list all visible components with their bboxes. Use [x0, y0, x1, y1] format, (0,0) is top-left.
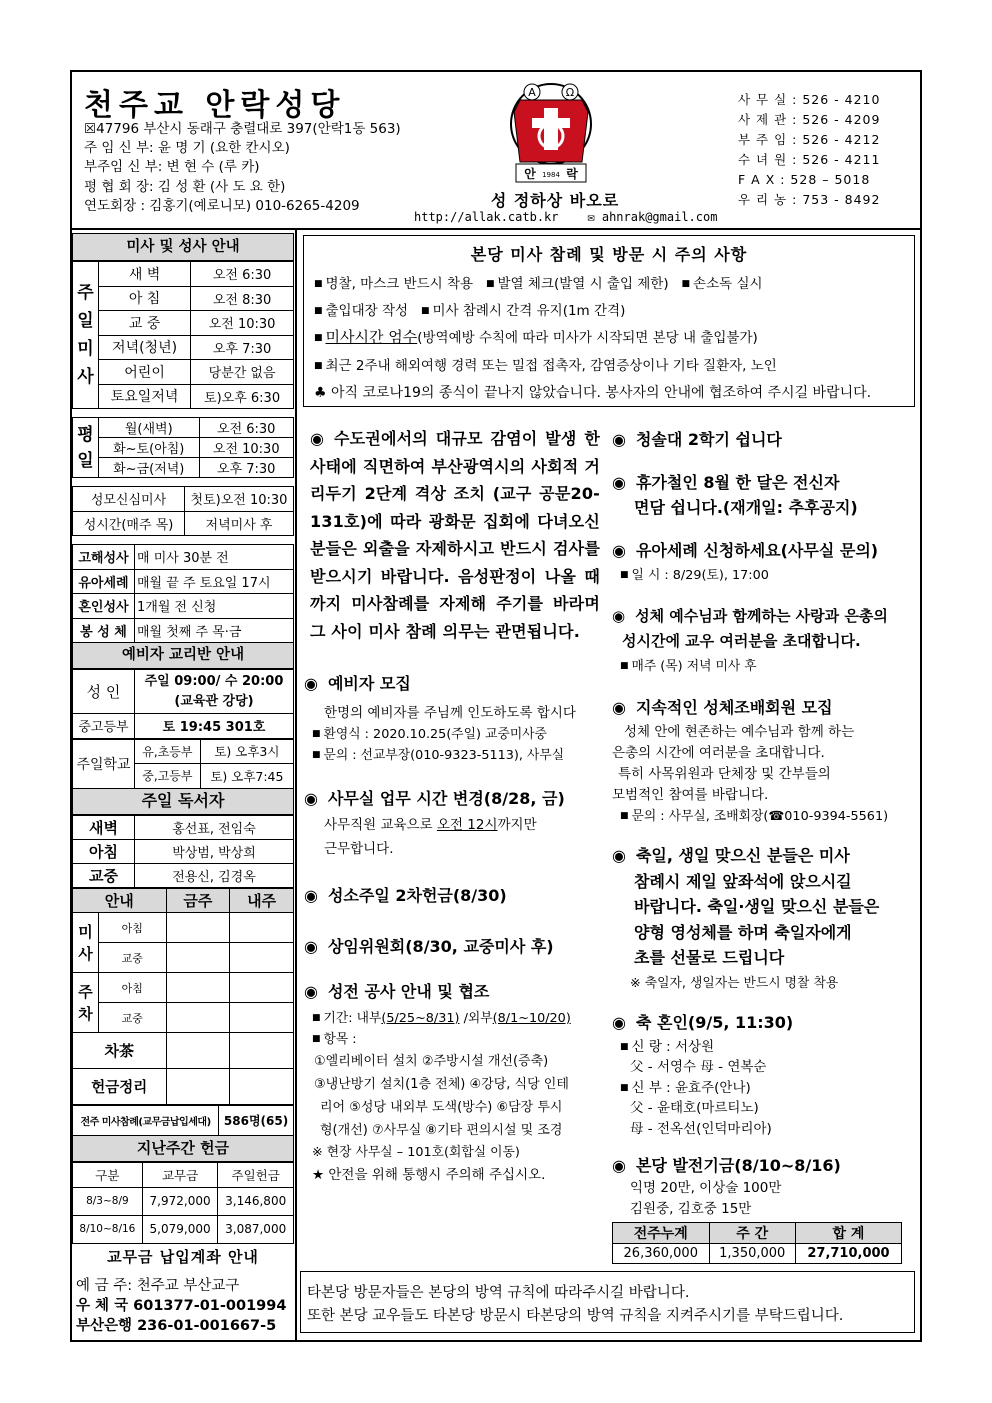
- offering-tithe: 7,972,000: [142, 1187, 218, 1215]
- offering-head: 주일헌금: [218, 1163, 294, 1188]
- special-name: 성시간(매주 목): [73, 511, 185, 536]
- reader-mass: 아침: [73, 839, 135, 863]
- mass-name: 새 벽: [99, 262, 191, 287]
- duty-cell: [166, 1033, 230, 1069]
- school-group: 유,초등부: [135, 739, 201, 764]
- duty-head-guide: 안내: [73, 888, 167, 913]
- adoration-heading: ◉ 성체 예수님과 함께하는 사랑과 은총의 성시간에 교우 여러분을 초대합니다.: [612, 607, 888, 650]
- fund-title: 본당 발전기금(8/10~8/16): [635, 1156, 841, 1175]
- sunday-mass-label: 주일미사: [73, 262, 99, 409]
- committee: 상임위원회(8/30, 교중미사 후): [327, 937, 554, 956]
- construction-items-label: ■ 항목 :: [312, 1032, 357, 1047]
- mass-time: 토)오후 6:30: [191, 384, 294, 409]
- column-right: [612, 425, 912, 1264]
- youth-notice: 청솔대 2학기 쉽니다: [635, 430, 782, 449]
- sacrament-name: 유아세례: [73, 569, 135, 594]
- attendance-label: 전주 미사참례(교무금납입세대): [73, 1106, 219, 1136]
- office-text: 사무직원 교육으로 오전 12시까지만 근무합니다.: [324, 817, 537, 857]
- offering-sunday: 3,087,000: [218, 1215, 294, 1243]
- column-left: [304, 425, 604, 1186]
- construction-title: 성전 공사 안내 및 협조: [327, 982, 490, 1001]
- footer-line: 타본당 방문자들은 본당의 방역 규칙에 따라주시길 바랍니다.: [307, 1285, 690, 1301]
- contact-office: 사 무 실 : 526 - 4210: [738, 92, 881, 107]
- contact-farm: 우 리 농 : 753 - 8492: [738, 192, 881, 207]
- notice-line: ■ 미사시간 엄수(방역예방 수칙에 따라 미사가 시작되면 본당 내 출입불가): [314, 328, 758, 346]
- fund-total-prev: 26,360,000: [613, 1244, 710, 1264]
- mass-time: 오전 6:30: [191, 262, 294, 287]
- fund-weekly: 1,350,000: [709, 1244, 795, 1264]
- catechumen-item: ■ 환영식 : 2020.10.25(주일) 교중미사중: [312, 727, 547, 742]
- email-link[interactable]: ✉ ahnrak@gmail.com: [587, 210, 718, 224]
- catechumen-table: [72, 669, 294, 739]
- adult-class-time: 주일 09:00/ 수 20:00: [144, 673, 284, 689]
- construction-office: ※ 현장 사무실 – 101호(회합실 이동): [312, 1145, 520, 1160]
- member-text: 성체 안에 현존하는 예수님과 함께 하는 은총의 시간에 여러분을 초대합니다. 특히 사목위원과 단체장 및 간부들의 모범적인 참여를 바랍니다.: [612, 724, 855, 803]
- pastor: 주 임 신 부: 윤 명 기 (요한 칸시오): [84, 140, 290, 157]
- yeondo-president: 연도회장 : 김홍기(예로니모) 010-6265-4209: [84, 197, 360, 214]
- special-name: 성모신심미사: [73, 487, 185, 512]
- duty-sub: 교중: [99, 943, 167, 973]
- sacrament-info: 매월 끝 주 토요일 17시: [135, 569, 294, 594]
- adoration-time: ■ 매주 (목) 저녁 미사 후: [620, 659, 757, 674]
- attendance-value: 586명(65): [219, 1106, 294, 1136]
- construction-item: ①엘리베이터 설치 ②주방시설 개선(증축): [314, 1054, 549, 1069]
- council-president: 평 협 회 장: 김 성 환 (사 도 요 한): [84, 178, 286, 195]
- notice-line: ■ 출입대장 작성 ■ 미사 참례시 간격 유지(1m 간격): [314, 303, 626, 319]
- wedding-heading: ◉ 축 혼인(9/5, 11:30): [612, 1012, 794, 1032]
- fund-sum: 27,710,000: [795, 1244, 901, 1264]
- office-heading: ◉ 사무실 업무 시간 변경(8/28, 금): [304, 789, 565, 808]
- catechumen-heading: ◉ 예비자 모집: [304, 674, 411, 693]
- special-time: 저녁미사 후: [185, 511, 294, 536]
- sidebar: [72, 233, 294, 1267]
- mass-name: 월(새벽): [99, 418, 200, 438]
- offering-sunday: 3,146,800: [218, 1187, 294, 1215]
- mass-time: 오전 10:30: [199, 438, 294, 458]
- fund-head: 합 계: [795, 1223, 901, 1244]
- fund-head: 주 간: [709, 1223, 795, 1244]
- attendance-table: [72, 1105, 294, 1136]
- sunday-mass-table: [72, 261, 294, 409]
- duty-sub: 교중: [99, 1003, 167, 1033]
- duty-sub: 아침: [99, 913, 167, 943]
- mass-time: 오전 10:30: [191, 311, 294, 336]
- sacrament-info: 매 미사 30분 전: [135, 545, 294, 570]
- notice-item: 손소독 실시: [693, 276, 763, 292]
- reader-mass: 교중: [73, 863, 135, 887]
- mass-name: 저녁(청년): [99, 335, 191, 360]
- readers-table: [72, 815, 294, 888]
- youth-class-label: 중고등부: [73, 714, 135, 739]
- account-title: 교무금 납입계좌 안내: [107, 1247, 259, 1266]
- duty-cell: [230, 913, 294, 943]
- duty-cell: [230, 1003, 294, 1033]
- school-time: 토) 오후7:45: [200, 764, 293, 789]
- sacrament-name: 고해성사: [73, 545, 135, 570]
- sacrament-name: 혼인성사: [73, 594, 135, 619]
- special-time: 첫토)오전 10:30: [185, 487, 294, 512]
- notice-line: ■ 최근 2주내 해외여행 경력 또는 밀접 접촉자, 감염증상이나 기타 질환자, 노인: [314, 358, 777, 374]
- mass-name: 아 침: [99, 286, 191, 311]
- catechumen-text: 한명의 예비자를 주님께 인도하도록 합시다: [324, 705, 576, 721]
- school-group: 중,고등부: [135, 764, 201, 789]
- mass-time: 오후 7:30: [199, 458, 294, 478]
- duty-cell: [166, 973, 230, 1003]
- second-collection-heading: ◉ 성소주일 2차헌금(8/30): [304, 886, 507, 905]
- account-busan-bank: 부산은행 236-01-001667-5: [76, 1318, 277, 1334]
- duty-cell: [230, 1069, 294, 1105]
- baptism-title: 유아세례 신청하세요(사무실 문의): [635, 541, 879, 560]
- contact-fax: F A X : 528 – 5018: [738, 172, 871, 187]
- parish-title: 천주교 안락성당: [84, 88, 346, 123]
- logo-year: 1984: [542, 171, 560, 179]
- offering-period: 8/10~8/16: [73, 1215, 143, 1243]
- assistant-pastor: 부주임 신 부: 변 현 수 (루 카): [84, 159, 260, 176]
- duty-sub: 아침: [99, 973, 167, 1003]
- contact-list: [738, 90, 880, 210]
- catechumen-class-title: 예비자 교리반 안내: [72, 643, 294, 669]
- address: ☒47796 부산시 동래구 충렬대로 397(안락1동 563): [84, 121, 401, 137]
- footer-line: 또한 본당 교우들도 타본당 방문시 타본당의 방역 규칙을 지켜주시기를 부탁드립니다.: [307, 1308, 844, 1324]
- mass-name: 어린이: [99, 360, 191, 385]
- duty-cell: [166, 1003, 230, 1033]
- duty-cell: [230, 973, 294, 1003]
- adult-class-place: (교육관 강당): [174, 693, 254, 709]
- duty-cell: [166, 1069, 230, 1105]
- youth-class-value: 토 19:45 301호: [135, 714, 294, 739]
- fund-donors: 익명 20만, 이상술 100만 김원중, 김호중 15만: [630, 1180, 782, 1217]
- sidebar-divider: [295, 228, 297, 1342]
- committee-heading: ◉ 상임위원회(8/30, 교중미사 후): [304, 937, 554, 956]
- weekday-mass-table: [72, 417, 294, 478]
- mass-time: 당분간 없음: [191, 360, 294, 385]
- catechumen-item: ■ 문의 : 선교부장(010-9323-5113), 사무실: [312, 748, 565, 763]
- notice-closing: ♣ 아직 코로나19의 종식이 끝나지 않았습니다. 봉사자의 안내에 협조하여 주시길 바랍니다.: [314, 385, 872, 401]
- wedding-details: ■ 신 랑 : 서상원 父 - 서영수 母 - 연복순 ■ 신 부 : 윤효주(안나) 父 - 윤태호(마르티노) 母 - 전옥선(인덕마리아): [620, 1038, 772, 1137]
- patron-saint: 성 정하상 바오로: [490, 191, 620, 210]
- baptism-heading: ◉ 유아세례 신청하세요(사무실 문의): [612, 541, 879, 560]
- duty-head-this-week: 금주: [166, 888, 230, 913]
- notice-item: (방역예방 수칙에 따라 미사가 시작되면 본당 내 출입불가): [417, 330, 758, 346]
- mass-time: 오후 7:30: [191, 335, 294, 360]
- youth-heading: ◉ 청솔대 2학기 쉽니다: [612, 430, 782, 449]
- birthday-heading: ◉ 축일, 생일 맞으신 분들은 미사 참례시 제일 앞좌석에 앉으시길 바랍니다. 축일·생일 맞으신 분들은 양형 영성체를 하며 축일자에게 초를 선물로 드립니다: [612, 846, 880, 967]
- offering-tithe: 5,079,000: [142, 1215, 218, 1243]
- offering-head: 구분: [73, 1163, 143, 1188]
- reader-names: 홍선표, 전임숙: [135, 815, 294, 839]
- duty-mass-label: 미사: [73, 913, 99, 973]
- offering-table: [72, 1162, 294, 1244]
- notice-line: ■ 명찰, 마스크 반드시 착용 ■ 발열 체크(발열 시 출입 제한) ■ 손소독 실시: [314, 276, 763, 292]
- offering-period: 8/3~8/9: [73, 1187, 143, 1215]
- notice-item: 미사 참례시 간격 유지(1m 간격): [432, 303, 626, 319]
- sacrament-info: 매월 첫째 주 목·금: [135, 618, 294, 643]
- member-title: 지속적인 성체조배회원 모집: [635, 698, 833, 717]
- notice-item: 출입대장 작성: [325, 303, 409, 319]
- notice-item: 명찰, 마스크 반드시 착용: [325, 276, 474, 292]
- notice-title: 본당 미사 참례 및 방문 시 주의 사항: [470, 245, 748, 264]
- construction-item: 리어 ⑤성당 내외부 도색(방수) ⑥담장 투시: [320, 1100, 563, 1115]
- duty-table: [72, 888, 294, 1106]
- web-links: [414, 210, 717, 224]
- fund-heading: ◉ 본당 발전기금(8/10~8/16): [612, 1156, 841, 1175]
- account-holder: 예 금 주: 천주교 부산교구: [76, 1278, 240, 1294]
- birthday-note: ※ 축일자, 생일자는 반드시 명찰 착용: [630, 975, 839, 991]
- parish-info: [84, 120, 414, 216]
- construction-items: [304, 1050, 604, 1142]
- duty-head-next-week: 내주: [230, 888, 294, 913]
- construction-heading: ◉ 성전 공사 안내 및 협조: [304, 982, 490, 1001]
- reader-mass: 새벽: [73, 815, 135, 839]
- construction-item: ③냉난방기 설치(1층 전체) ④강당, 식당 인테: [314, 1077, 569, 1092]
- website-link[interactable]: http://allak.catb.kr: [414, 210, 559, 224]
- fund-table: [612, 1222, 902, 1264]
- logo-right-char: 락: [566, 167, 578, 181]
- duty-tea-label: 차茶: [73, 1033, 167, 1069]
- sunday-school-table: [72, 739, 294, 789]
- fund-head: 전주누계: [613, 1223, 710, 1244]
- vacation-heading: ◉ 휴가철인 8월 한 달은 전신자 면담 쉽니다.(재개일: 추후공지): [612, 473, 858, 517]
- mass-name: 화~금(저녁): [99, 458, 200, 478]
- mass-name: 교 중: [99, 311, 191, 336]
- baptism-date: ■ 일 시 : 8/29(토), 17:00: [620, 568, 769, 583]
- duty-cell: [166, 913, 230, 943]
- construction-item: 형(개선) ⑦사무실 ⑧기타 편의시설 및 조경: [320, 1123, 563, 1138]
- construction-period: ■ 기간: 내부(5/25~8/31) /외부(8/1~10/20): [312, 1011, 571, 1026]
- contact-convent: 수 녀 원 : 526 - 4211: [738, 152, 881, 167]
- member-heading: ◉ 지속적인 성체조배회원 모집: [612, 698, 833, 717]
- footer-notice: [300, 1271, 915, 1333]
- wedding-title: 축 혼인(9/5, 11:30): [635, 1012, 794, 1032]
- duty-cell: [166, 943, 230, 973]
- bank-accounts: [76, 1276, 286, 1336]
- notice-item: 최근 2주내 해외여행 경력 또는 밀접 접촉자, 감염증상이나 기타 질환자, 노인: [325, 358, 777, 374]
- offering-head: 교무금: [142, 1163, 218, 1188]
- mass-name: 화~토(아침): [99, 438, 200, 458]
- mass-time: 오전 8:30: [191, 286, 294, 311]
- header-divider: [70, 228, 922, 230]
- notice-emphasis: 미사시간 엄수: [325, 328, 418, 346]
- readers-title: 주일 독서자: [72, 789, 294, 815]
- special-mass-table: [72, 486, 294, 536]
- last-week-offering-title: 지난주간 헌금: [72, 1136, 294, 1162]
- notice-box: [303, 235, 915, 407]
- mass-time: 오전 6:30: [199, 418, 294, 438]
- notice-item: 발열 체크(발열 시 출입 제한): [497, 276, 669, 292]
- sacrament-table: [72, 544, 294, 643]
- alpha-letter: A: [528, 86, 536, 99]
- member-contact: ■ 문의 : 사무실, 조배회장(☎010-9394-5561): [620, 809, 889, 824]
- duty-parking-label: 주차: [73, 973, 99, 1033]
- omega-letter: Ω: [565, 86, 575, 99]
- mass-schedule-title: 미사 및 성사 안내: [72, 233, 294, 261]
- second-collection: 성소주일 2차헌금(8/30): [327, 886, 507, 905]
- duty-cell: [230, 1033, 294, 1069]
- weekday-mass-label: 평일: [73, 418, 99, 478]
- construction-safety: ★ 안전을 위해 통행시 주의해 주십시오.: [312, 1167, 546, 1183]
- adult-class-label: 성 인: [73, 670, 135, 714]
- reader-names: 박상범, 박상희: [135, 839, 294, 863]
- sunday-school-label: 주일학교: [73, 739, 135, 788]
- catechumen-title: 예비자 모집: [327, 674, 411, 693]
- parish-logo: [502, 78, 600, 188]
- sacrament-name: 봉 성 체: [73, 618, 135, 643]
- duty-cell: [230, 943, 294, 973]
- reader-names: 전용신, 김경옥: [135, 863, 294, 887]
- school-time: 토) 오후3시: [200, 739, 293, 764]
- covid-notice: ◉ 수도권에서의 대규모 감염이 발생 한 사태에 직면하여 부산광역시의 사회적 거리두기 2단계 격상 조치 (교구 공문20-131호)에 따라 광화문 집회에 다녀오신 분들은 외출을 자제하시고 반드시 검사를 받으시기 바랍니다. 음성판정이 나올 때까지 미사참례를 자제해 주기를 바라며 그 사이 미사 참례 의무는 관면됩니다.: [310, 429, 600, 641]
- sacrament-info: 1개월 전 신청: [135, 594, 294, 619]
- account-post: 우 체 국 601377-01-001994: [76, 1298, 287, 1314]
- contact-assistant: 부 주 임 : 526 - 4212: [738, 132, 881, 147]
- duty-offering-label: 헌금정리: [73, 1069, 167, 1105]
- contact-rectory: 사 제 관 : 526 - 4209: [738, 112, 881, 127]
- office-title: 사무실 업무 시간 변경(8/28, 금): [327, 789, 565, 808]
- logo-left-char: 안: [524, 167, 536, 181]
- mass-name: 토요일저녁: [99, 384, 191, 409]
